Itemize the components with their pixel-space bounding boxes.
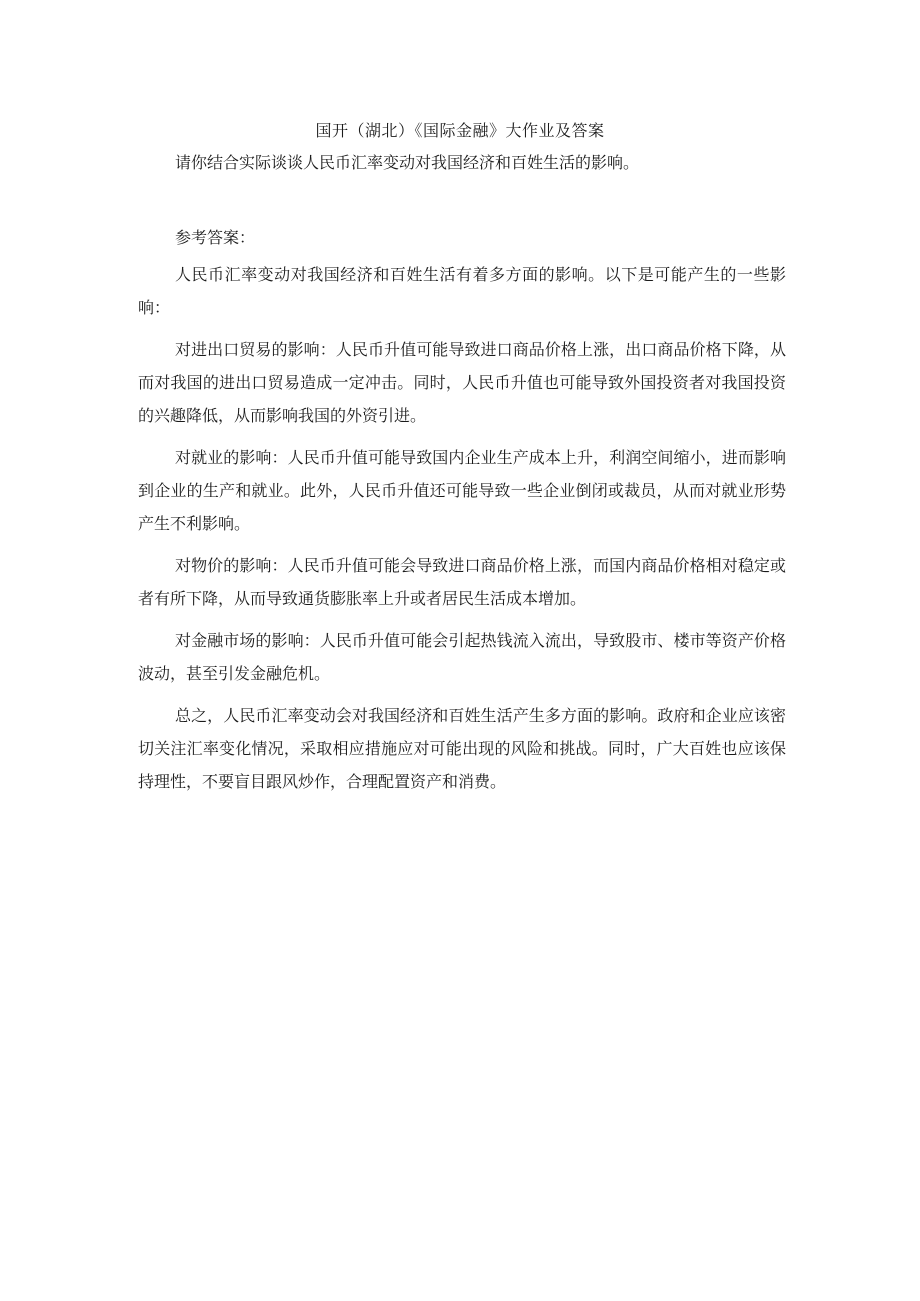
document-title: 国开（湖北）《国际金融》大作业及答案 xyxy=(315,121,605,140)
paragraph-intro: 人民币汇率变动对我国经济和百姓生活有着多方面的影响。以下是可能产生的一些影响： xyxy=(138,265,786,317)
answer-label: 参考答案： xyxy=(175,228,256,247)
paragraph-prices: 对物价的影响：人民币升值可能会导致进口商品价格上涨，而国内商品价格相对稳定或者有所下降，从而导致通货膨胀率上升或者居民生活成本增加。 xyxy=(138,556,786,608)
paragraph-conclusion: 总之，人民币汇率变动会对我国经济和百姓生活产生多方面的影响。政府和企业应该密切关注汇率变化情况，采取相应措施应对可能出现的风险和挑战。同时，广大百姓也应该保持理性，不要盲目跟风炒作，合理配置资产和消费。 xyxy=(138,706,786,791)
paragraph-employment: 对就业的影响：人民币升值可能导致国内企业生产成本上升，利润空间缩小，进而影响到企业的生产和就业。此外，人民币升值还可能导致一些企业倒闭或裁员，从而对就业形势产生不利影响。 xyxy=(138,448,786,533)
question-text: 请你结合实际谈谈人民币汇率变动对我国经济和百姓生活的影响。 xyxy=(175,153,640,172)
paragraph-financial-market: 对金融市场的影响：人民币升值可能会引起热钱流入流出，导致股市、楼市等资产价格波动，甚至引发金融危机。 xyxy=(138,631,786,683)
paragraph-trade: 对进出口贸易的影响：人民币升值可能导致进口商品价格上涨，出口商品价格下降，从而对我国的进出口贸易造成一定冲击。同时，人民币升值也可能导致外国投资者对我国投资的兴趣降低，从而影响我国的外资引进。 xyxy=(138,340,786,425)
answer-body xyxy=(138,258,786,807)
